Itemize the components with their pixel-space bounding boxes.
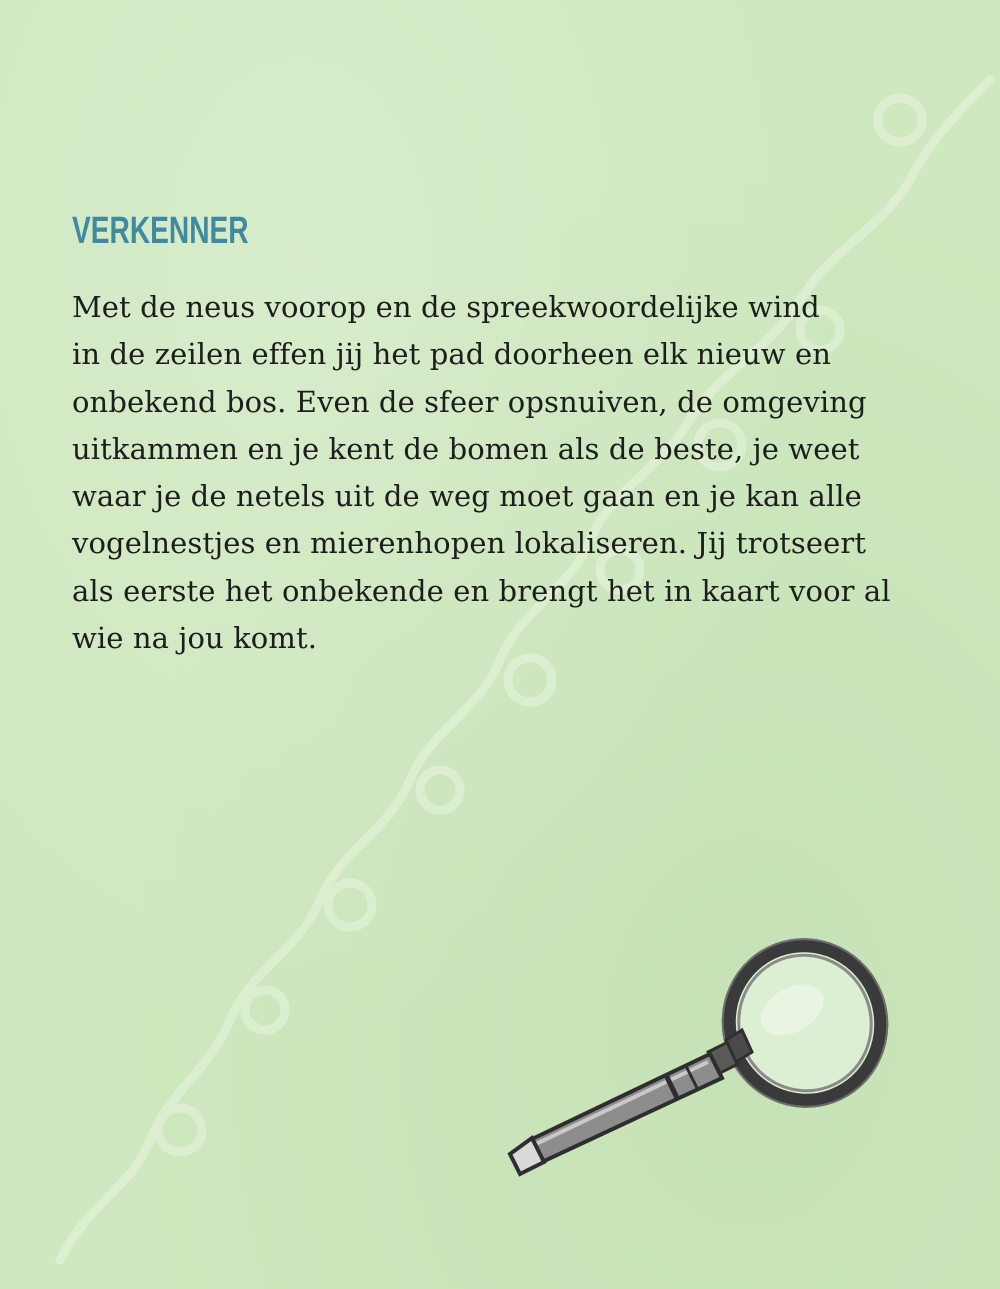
paragraph-line: als eerste het onbekende en brengt het in kaart voor al xyxy=(72,573,891,608)
paragraph-line: wie na jou komt. xyxy=(72,621,318,656)
magnifying-glass-icon xyxy=(496,930,896,1180)
paragraph-line: in de zeilen effen jij het pad doorheen elk nieuw en xyxy=(72,337,832,372)
paragraph-line: vogelnestjes en mierenhopen lokaliseren. Jij trotseert xyxy=(72,526,867,561)
paragraph-line: uitkammen en je kent de bomen als de beste, je weet xyxy=(72,431,860,466)
paragraph-line: Met de neus voorop en de spreekwoordelijke wind xyxy=(72,290,820,324)
paragraph-line: onbekend bos. Even de sfeer opsnuiven, de omgeving xyxy=(72,384,867,419)
section-heading: VERKENNER xyxy=(72,210,249,252)
paragraph-line: waar je de netels uit de weg moet gaan en je kan alle xyxy=(72,479,862,514)
body-paragraph xyxy=(72,284,952,662)
